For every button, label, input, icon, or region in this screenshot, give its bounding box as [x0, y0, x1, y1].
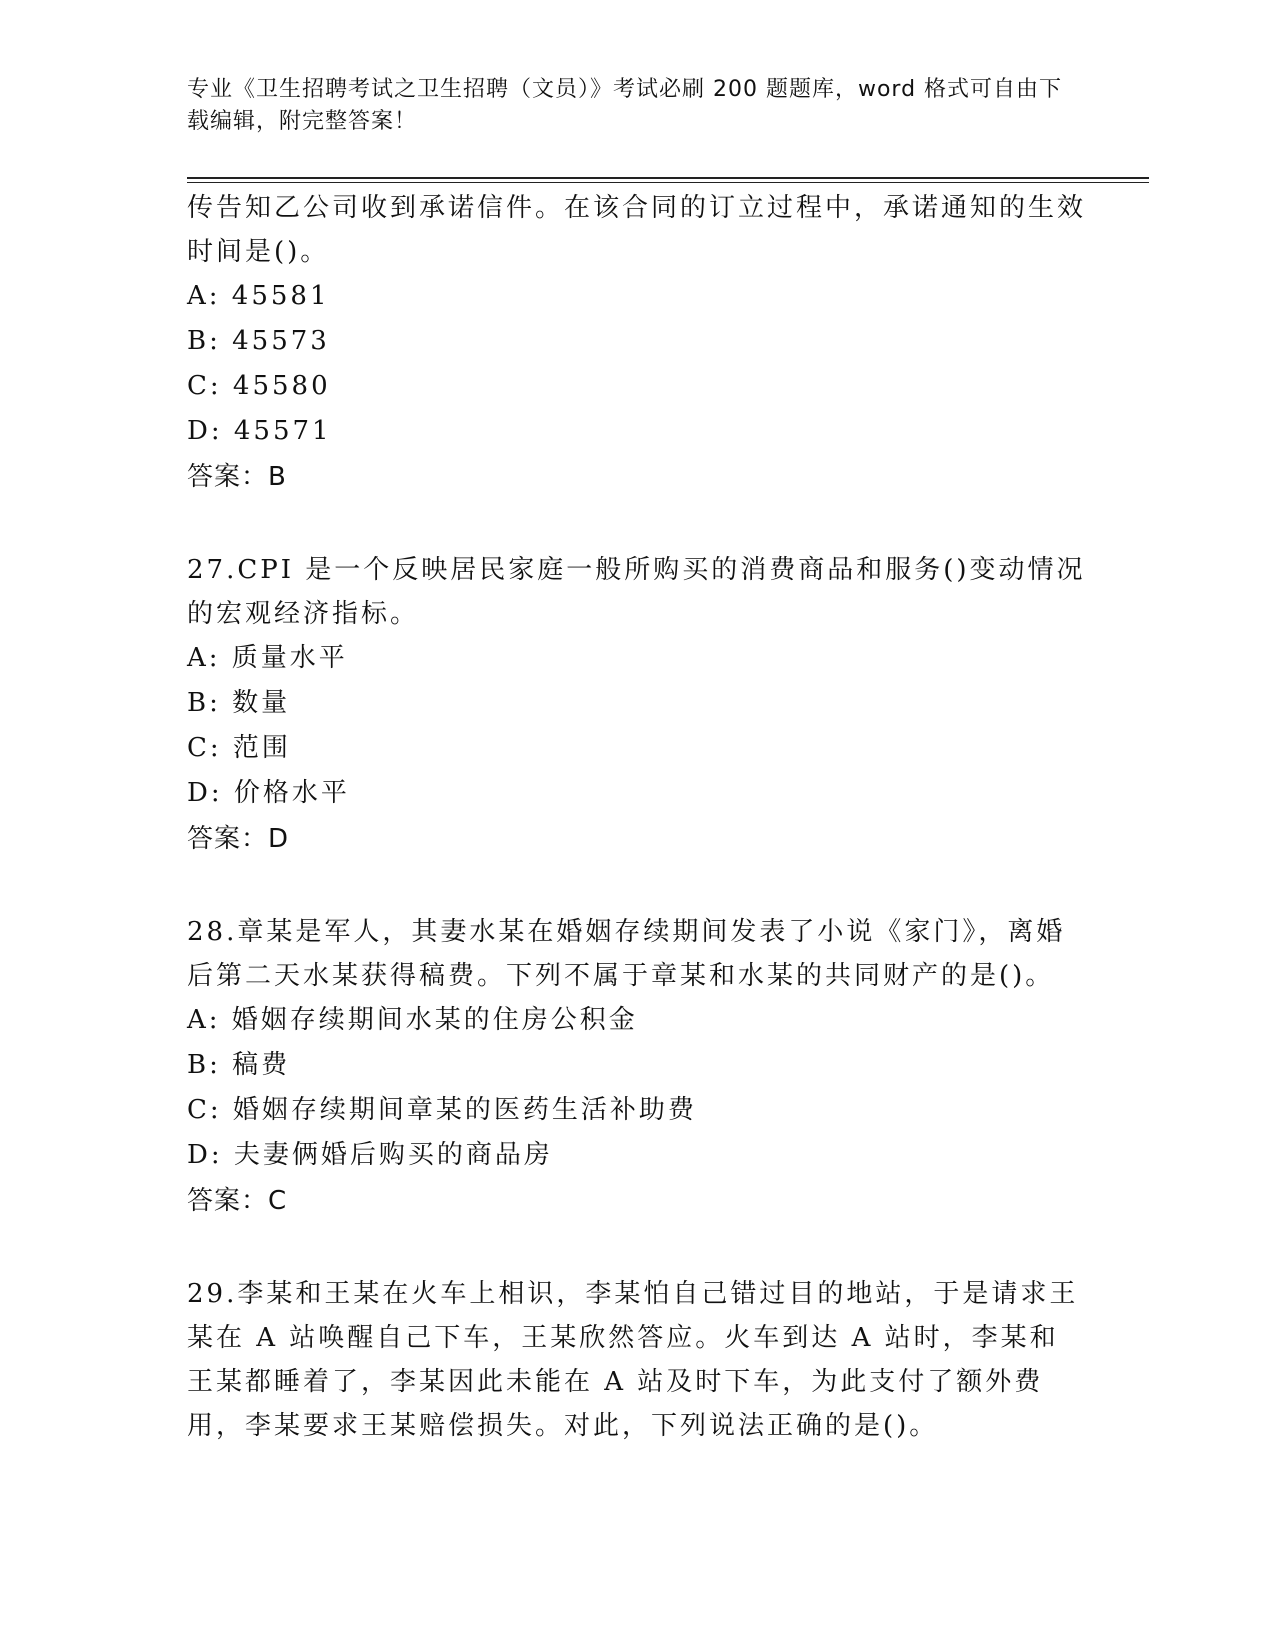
- header-rule-thin: [187, 182, 1149, 183]
- answer-line: 答案：B: [187, 462, 287, 492]
- spacer: [187, 1224, 1087, 1272]
- option-d: D: 夫妻俩婚后购买的商品房: [187, 1140, 553, 1170]
- option-a: A: 婚姻存续期间水某的住房公积金: [187, 1005, 638, 1035]
- question-block-28: [187, 910, 1087, 1224]
- spacer: [187, 862, 1087, 910]
- question-text: 27.CPI 是一个反映居民家庭一般所购买的消费商品和服务()变动情况的宏观经济指标。: [187, 555, 1086, 629]
- question-list: [187, 186, 1087, 1448]
- page-header: 专业《卫生招聘考试之卫生招聘（文员）》考试必刷 200 题题库，word 格式可自由下载编辑，附完整答案！: [187, 77, 1063, 134]
- option-a: A: 45581: [187, 281, 330, 311]
- question-text: 28.章某是军人，其妻水某在婚姻存续期间发表了小说《家门》，离婚后第二天水某获得稿费。下列不属于章某和水某的共同财产的是()。: [187, 917, 1066, 991]
- question-text: 传告知乙公司收到承诺信件。在该合同的订立过程中，承诺通知的生效时间是()。: [187, 193, 1087, 267]
- question-block-27: [187, 548, 1087, 862]
- option-b: B: 稿费: [187, 1050, 291, 1080]
- option-d: D: 价格水平: [187, 778, 350, 808]
- question-block-29: [187, 1272, 1087, 1448]
- option-a: A: 质量水平: [187, 643, 348, 673]
- question-text: 29.李某和王某在火车上相识，李某怕自己错过目的地站，于是请求王某在 A 站唤醒自己下车，王某欣然答应。火车到达 A 站时，李某和王某都睡着了，李某因此未能在 A 站及时下车，为此支付了额外费用，李某要求王某赔偿损失。对此，下列说法正确的是()。: [187, 1279, 1079, 1441]
- option-b: B: 数量: [187, 688, 291, 718]
- answer-line: 答案：D: [187, 824, 290, 854]
- option-c: C: 45580: [187, 371, 331, 401]
- option-c: C: 婚姻存续期间章某的医药生活补助费: [187, 1095, 697, 1125]
- header-rule-thick: [187, 177, 1149, 179]
- answer-line: 答案：C: [187, 1186, 288, 1216]
- option-b: B: 45573: [187, 326, 330, 356]
- question-block-26: [187, 186, 1087, 500]
- option-d: D: 45571: [187, 416, 332, 446]
- option-c: C: 范围: [187, 733, 291, 763]
- spacer: [187, 500, 1087, 548]
